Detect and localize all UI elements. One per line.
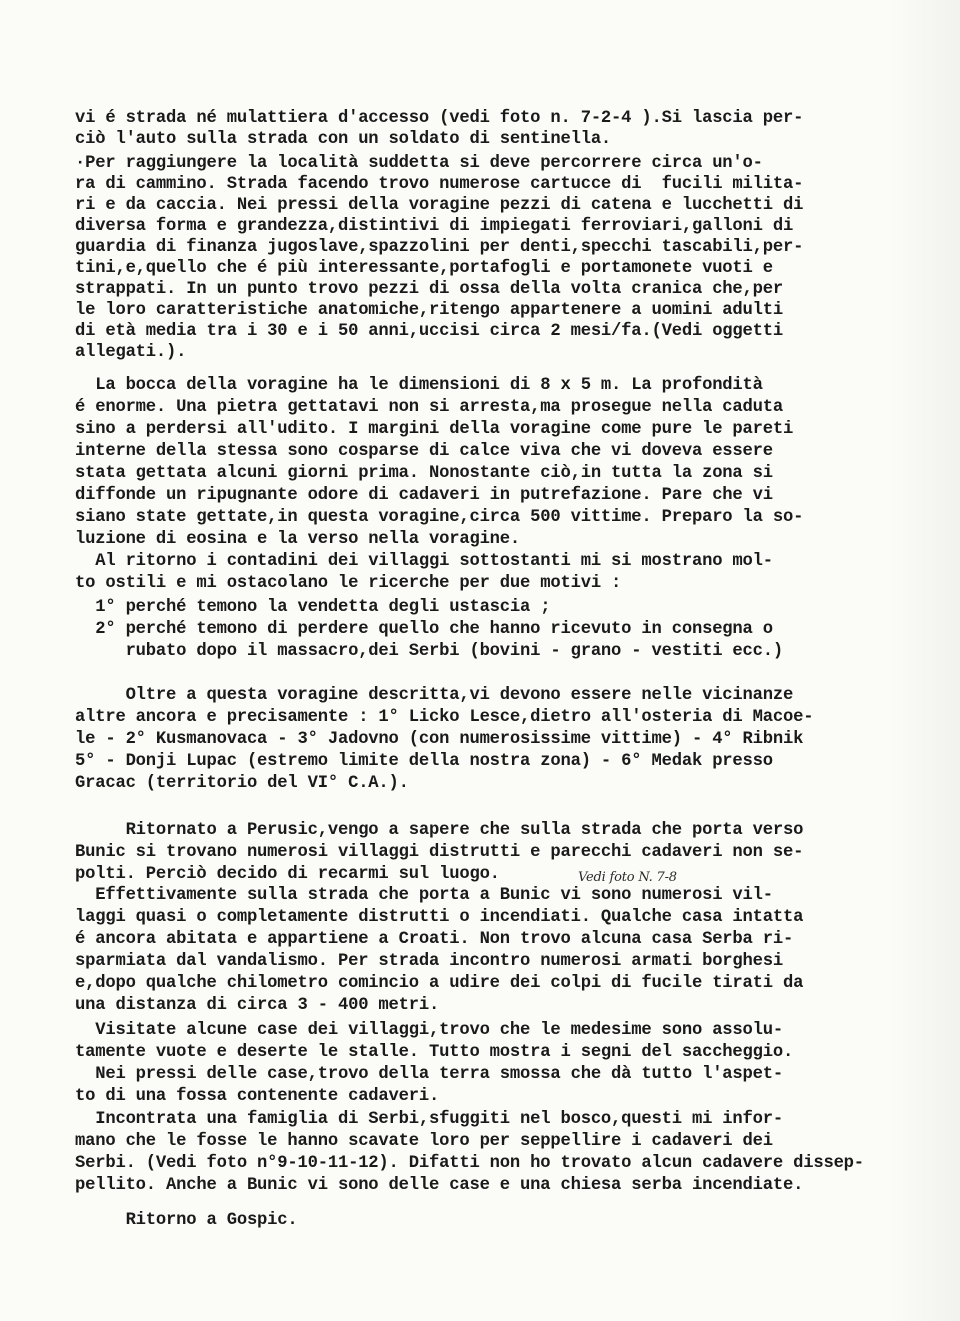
text-line: to ostili e mi ostacolano le ricerche per due motivi : — [75, 574, 622, 593]
text-line: ciò l'auto sulla strada con un soldato di sentinella. — [75, 130, 612, 149]
text-line: Ritornato a Perusic,vengo a sapere che sulla strada che porta verso — [75, 821, 804, 840]
text-line: allegati.). — [75, 343, 187, 362]
text-line: mano che le fosse le hanno scavate loro per seppellire i cadaveri dei — [75, 1132, 773, 1151]
text-line: guardia di finanza jugoslave,spazzolini per denti,specchi tascabili,per- — [75, 238, 804, 257]
text-line: ra di cammino. Strada facendo trovo numerose cartucce di fucili milita- — [75, 175, 804, 194]
text-line: Ritorno a Gospic. — [75, 1211, 298, 1230]
text-line: stata gettata alcuni giorni prima. Nonostante ciò,in tutta la zona si — [75, 464, 773, 483]
text-line: strappati. In un punto trovo pezzi di ossa della volta cranica che,per — [75, 280, 783, 299]
text-line: ·Per raggiungere la località suddetta si deve percorrere circa un'o- — [75, 154, 763, 173]
text-line: Visitate alcune case dei villaggi,trovo che le medesime sono assolu- — [75, 1021, 783, 1040]
text-line: é ancora abitata e appartiene a Croati. Non trovo alcuna casa Serba ri- — [75, 930, 794, 949]
text-line: rubato dopo il massacro,dei Serbi (bovini - grano - vestiti ecc.) — [75, 642, 783, 661]
text-line: laggi quasi o completamente distrutti o incendiati. Qualche casa intatta — [75, 908, 804, 927]
text-line: 2° perché temono di perdere quello che hanno ricevuto in consegna o — [75, 620, 773, 639]
text-line: tamente vuote e deserte le stalle. Tutto mostra i segni del saccheggio. — [75, 1043, 794, 1062]
text-line: Nei pressi delle case,trovo della terra smossa che dà tutto l'aspet- — [75, 1065, 783, 1084]
text-line: polti. Perciò decido di recarmi sul luogo. — [75, 865, 500, 884]
text-line: to di una fossa contenente cadaveri. — [75, 1087, 440, 1106]
page-edge-shading — [890, 0, 960, 1321]
text-line: Serbi. (Vedi foto n°9-10-11-12). Difatti non ho trovato alcun cadavere dissep- — [75, 1154, 864, 1173]
text-line: le loro caratteristiche anatomiche,ritengo appartenere a uomini adulti — [75, 301, 783, 320]
text-line: e,dopo qualche chilometro comincio a udire dei colpi di fucile tirati da — [75, 974, 804, 993]
text-line: vi é strada né mulattiera d'accesso (vedi foto n. 7-2-4 ).Si lascia per- — [75, 109, 804, 128]
text-line: sparmiata dal vandalismo. Per strada incontro numerosi armati borghesi — [75, 952, 783, 971]
text-line: ri e da caccia. Nei pressi della voragine pezzi di catena e lucchetti di — [75, 196, 804, 215]
text-line: Bunic si trovano numerosi villaggi distrutti e parecchi cadaveri non se- — [75, 843, 804, 862]
text-line: luzione di eosina e la verso nella voragine. — [75, 530, 521, 549]
text-line: Oltre a questa voragine descritta,vi devono essere nelle vicinanze — [75, 686, 794, 705]
text-line: una distanza di circa 3 - 400 metri. — [75, 996, 440, 1015]
text-line: diversa forma e grandezza,distintivi di impiegati ferroviari,galloni di — [75, 217, 794, 236]
text-line: Al ritorno i contadini dei villaggi sottostanti mi si mostrano mol- — [75, 552, 773, 571]
text-line: 1° perché temono la vendetta degli ustascia ; — [75, 598, 551, 617]
text-line: le - 2° Kusmanovaca - 3° Jadovno (con numerosissime vittime) - 4° Ribnik — [75, 730, 804, 749]
text-line: tini,e,quello che é più interessante,portafogli e portamonete vuoti e — [75, 259, 773, 278]
text-line: Effettivamente sulla strada che porta a Bunic vi sono numerosi vil- — [75, 886, 773, 905]
text-line: di età media tra i 30 e i 50 anni,uccisi circa 2 mesi/fa.(Vedi oggetti — [75, 322, 783, 341]
text-line: sino a perdersi all'udito. I margini della voragine come pure le pareti — [75, 420, 794, 439]
handwritten-note: Vedi foto N. 7-8 — [578, 870, 677, 885]
text-line: diffonde un ripugnante odore di cadaveri in putrefazione. Pare che vi — [75, 486, 773, 505]
text-line: altre ancora e precisamente : 1° Licko Lesce,dietro all'osteria di Macoe- — [75, 708, 814, 727]
text-line: interne della stessa sono cosparse di calce viva che vi doveva essere — [75, 442, 773, 461]
text-line: pellito. Anche a Bunic vi sono delle case e una chiesa serba incendiate. — [75, 1176, 804, 1195]
text-line: Gracac (territorio del VI° C.A.). — [75, 774, 409, 793]
text-line: é enorme. Una pietra gettatavi non si arresta,ma prosegue nella caduta — [75, 398, 783, 417]
text-line: 5° - Donji Lupac (estremo limite della nostra zona) - 6° Medak presso — [75, 752, 773, 771]
text-line: La bocca della voragine ha le dimensioni di 8 x 5 m. La profondità — [75, 376, 763, 395]
text-line: Incontrata una famiglia di Serbi,sfuggiti nel bosco,questi mi infor- — [75, 1110, 783, 1129]
text-line: siano state gettate,in questa voragine,circa 500 vittime. Preparo la so- — [75, 508, 804, 527]
